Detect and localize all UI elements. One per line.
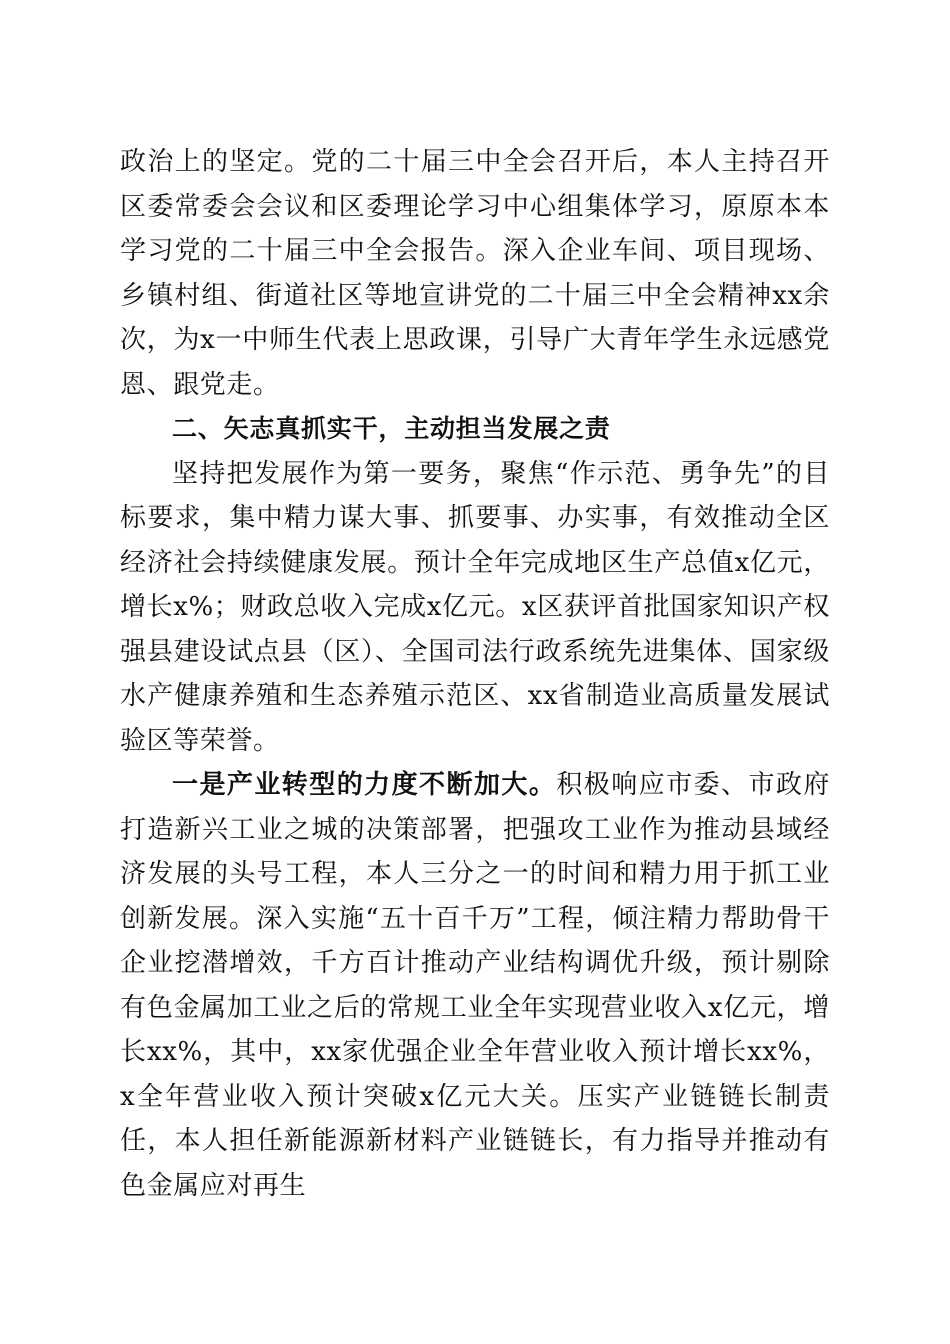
paragraph-text: 坚持把发展作为第一要务，聚焦“作示范、勇争先”的目标要求，集中精力谋大事、抓要事、办实事，有效推动全区经济社会持续健康发展。预计全年完成地区生产总值x亿元，增长x%；财政总收入完成x亿元。x区获评首批国家知识产权强县建设试点县（区）、全国司法行政系统先进集体、国家级水产健康养殖和生态养殖示范区、xx省制造业高质量发展试验区等荣誉。 — [120, 458, 830, 756]
heading-text: 二、矢志真抓实干，主动担当发展之责 — [172, 414, 611, 443]
document-body — [120, 140, 830, 1208]
paragraph-lead: 一是产业转型的力度不断加大。 — [172, 770, 557, 800]
paragraph-political-firmness — [120, 140, 830, 407]
paragraph-industrial-transformation — [120, 763, 830, 1208]
paragraph-text: 积极响应市委、市政府打造新兴工业之城的决策部署，把强攻工业作为推动县域经济发展的头号工程，本人三分之一的时间和精力用于抓工业创新发展。深入实施“五十百千万”工程，倾注精力帮助骨干企业挖潜增效，千方百计推动产业结构调优升级，预计剔除有色金属加工业之后的常规工业全年实现营业收入x亿元，增长xx%，其中，xx家优强企业全年营业收入预计增长xx%，x全年营业收入预计突破x亿元大关。压实产业链链长制责任，本人担任新能源新材料产业链链长，有力指导并推动有色金属应对再生 — [120, 770, 830, 1201]
section-heading-development — [120, 407, 830, 452]
paragraph-development-summary — [120, 452, 830, 764]
paragraph-text: 政治上的坚定。党的二十届三中全会召开后，本人主持召开区委常委会会议和区委理论学习中心组集体学习，原原本本学习党的二十届三中全会报告。深入企业车间、项目现场、乡镇村组、街道社区等地宣讲党的二十届三中全会精神xx余次，为x一中师生代表上思政课，引导广大青年学生永远感党恩、跟党走。 — [120, 147, 830, 400]
